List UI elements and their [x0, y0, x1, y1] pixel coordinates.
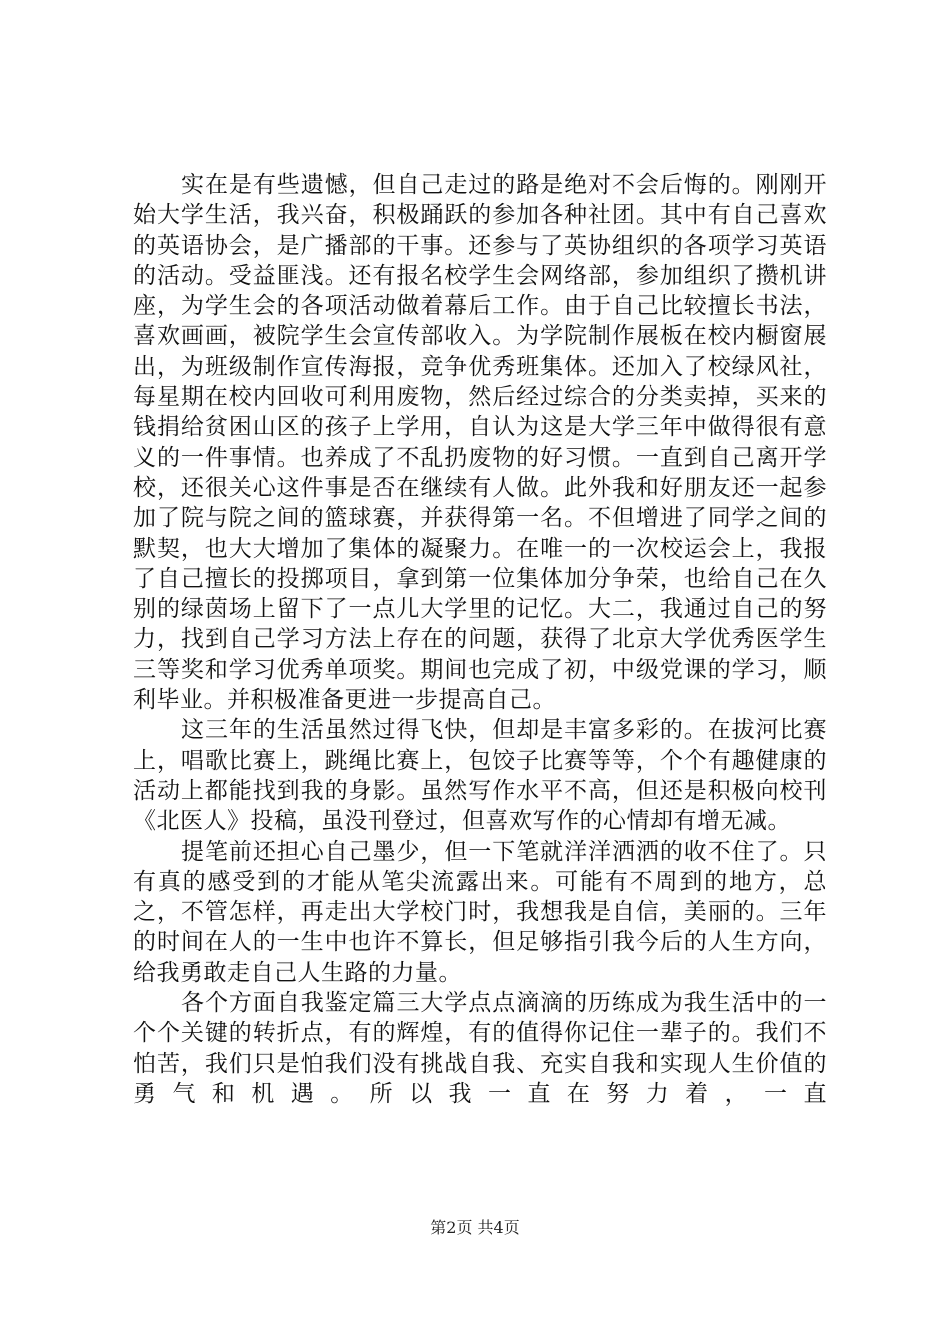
- paragraph-3: 提笔前还担心自己墨少，但一下笔就洋洋洒洒的收不住了。只有真的感受到的才能从笔尖流露出来。可能有不周到的地方，总之，不管怎样，再走出大学校门时，我想我是自信，美丽的。三年的时间在人的一生中也许不算长，但足够指引我今后的人生方向，给我勇敢走自己人生路的力量。: [133, 838, 827, 986]
- paragraph-2: 这三年的生活虽然过得飞快，但却是丰富多彩的。在拔河比赛上，唱歌比赛上，跳绳比赛上，包饺子比赛等等，个个有趣健康的活动上都能找到我的身影。虽然写作水平不高，但还是积极向校刊《北医人》投稿，虽没刊登过，但喜欢写作的心情却有增无减。: [133, 717, 827, 835]
- document-body: [133, 170, 827, 1109]
- page-number-footer: 第2页 共4页: [430, 1218, 520, 1237]
- paragraph-4: 各个方面自我鉴定篇三大学点点滴滴的历练成为我生活中的一个个关键的转折点，有的辉煌，有的值得你记住一辈子的。我们不怕苦，我们只是怕我们没有挑战自我、充实自我和实现人生价值的勇气和机遇。所以我一直在努力着，一直: [133, 990, 827, 1107]
- paragraph-1: 实在是有些遗憾，但自己走过的路是绝对不会后悔的。刚刚开始大学生活，我兴奋，积极踊跃的参加各种社团。其中有自己喜欢的英语协会，是广播部的干事。还参与了英协组织的各项学习英语的活动。受益匪浅。还有报名校学生会网络部，参加组织了攒机讲座，为学生会的各项活动做着幕后工作。由于自己比较擅长书法，喜欢画画，被院学生会宣传部收入。为学院制作展板在校内橱窗展出，为班级制作宣传海报，竞争优秀班集体。还加入了校绿风社，每星期在校内回收可利用废物，然后经过综合的分类卖掉，买来的钱捐给贫困山区的孩子上学用，自认为这是大学三年中做得很有意义的一件事情。也养成了不乱扔废物的好习惯。一直到自己离开学校，还很关心这件事是否在继续有人做。此外我和好朋友还一起参加了院与院之间的篮球赛，并获得第一名。不但增进了同学之间的默契，也大大增加了集体的凝聚力。在唯一的一次校运会上，我报了自己擅长的投掷项目，拿到第一位集体加分争荣，也给自己在久别的绿茵场上留下了一点儿大学里的记忆。大二，我通过自己的努力，找到自己学习方法上存在的问题，获得了北京大学优秀医学生三等奖和学习优秀单项奖。期间也完成了初，中级党课的学习，顺利毕业。并积极准备更进一步提高自己。: [133, 172, 827, 714]
